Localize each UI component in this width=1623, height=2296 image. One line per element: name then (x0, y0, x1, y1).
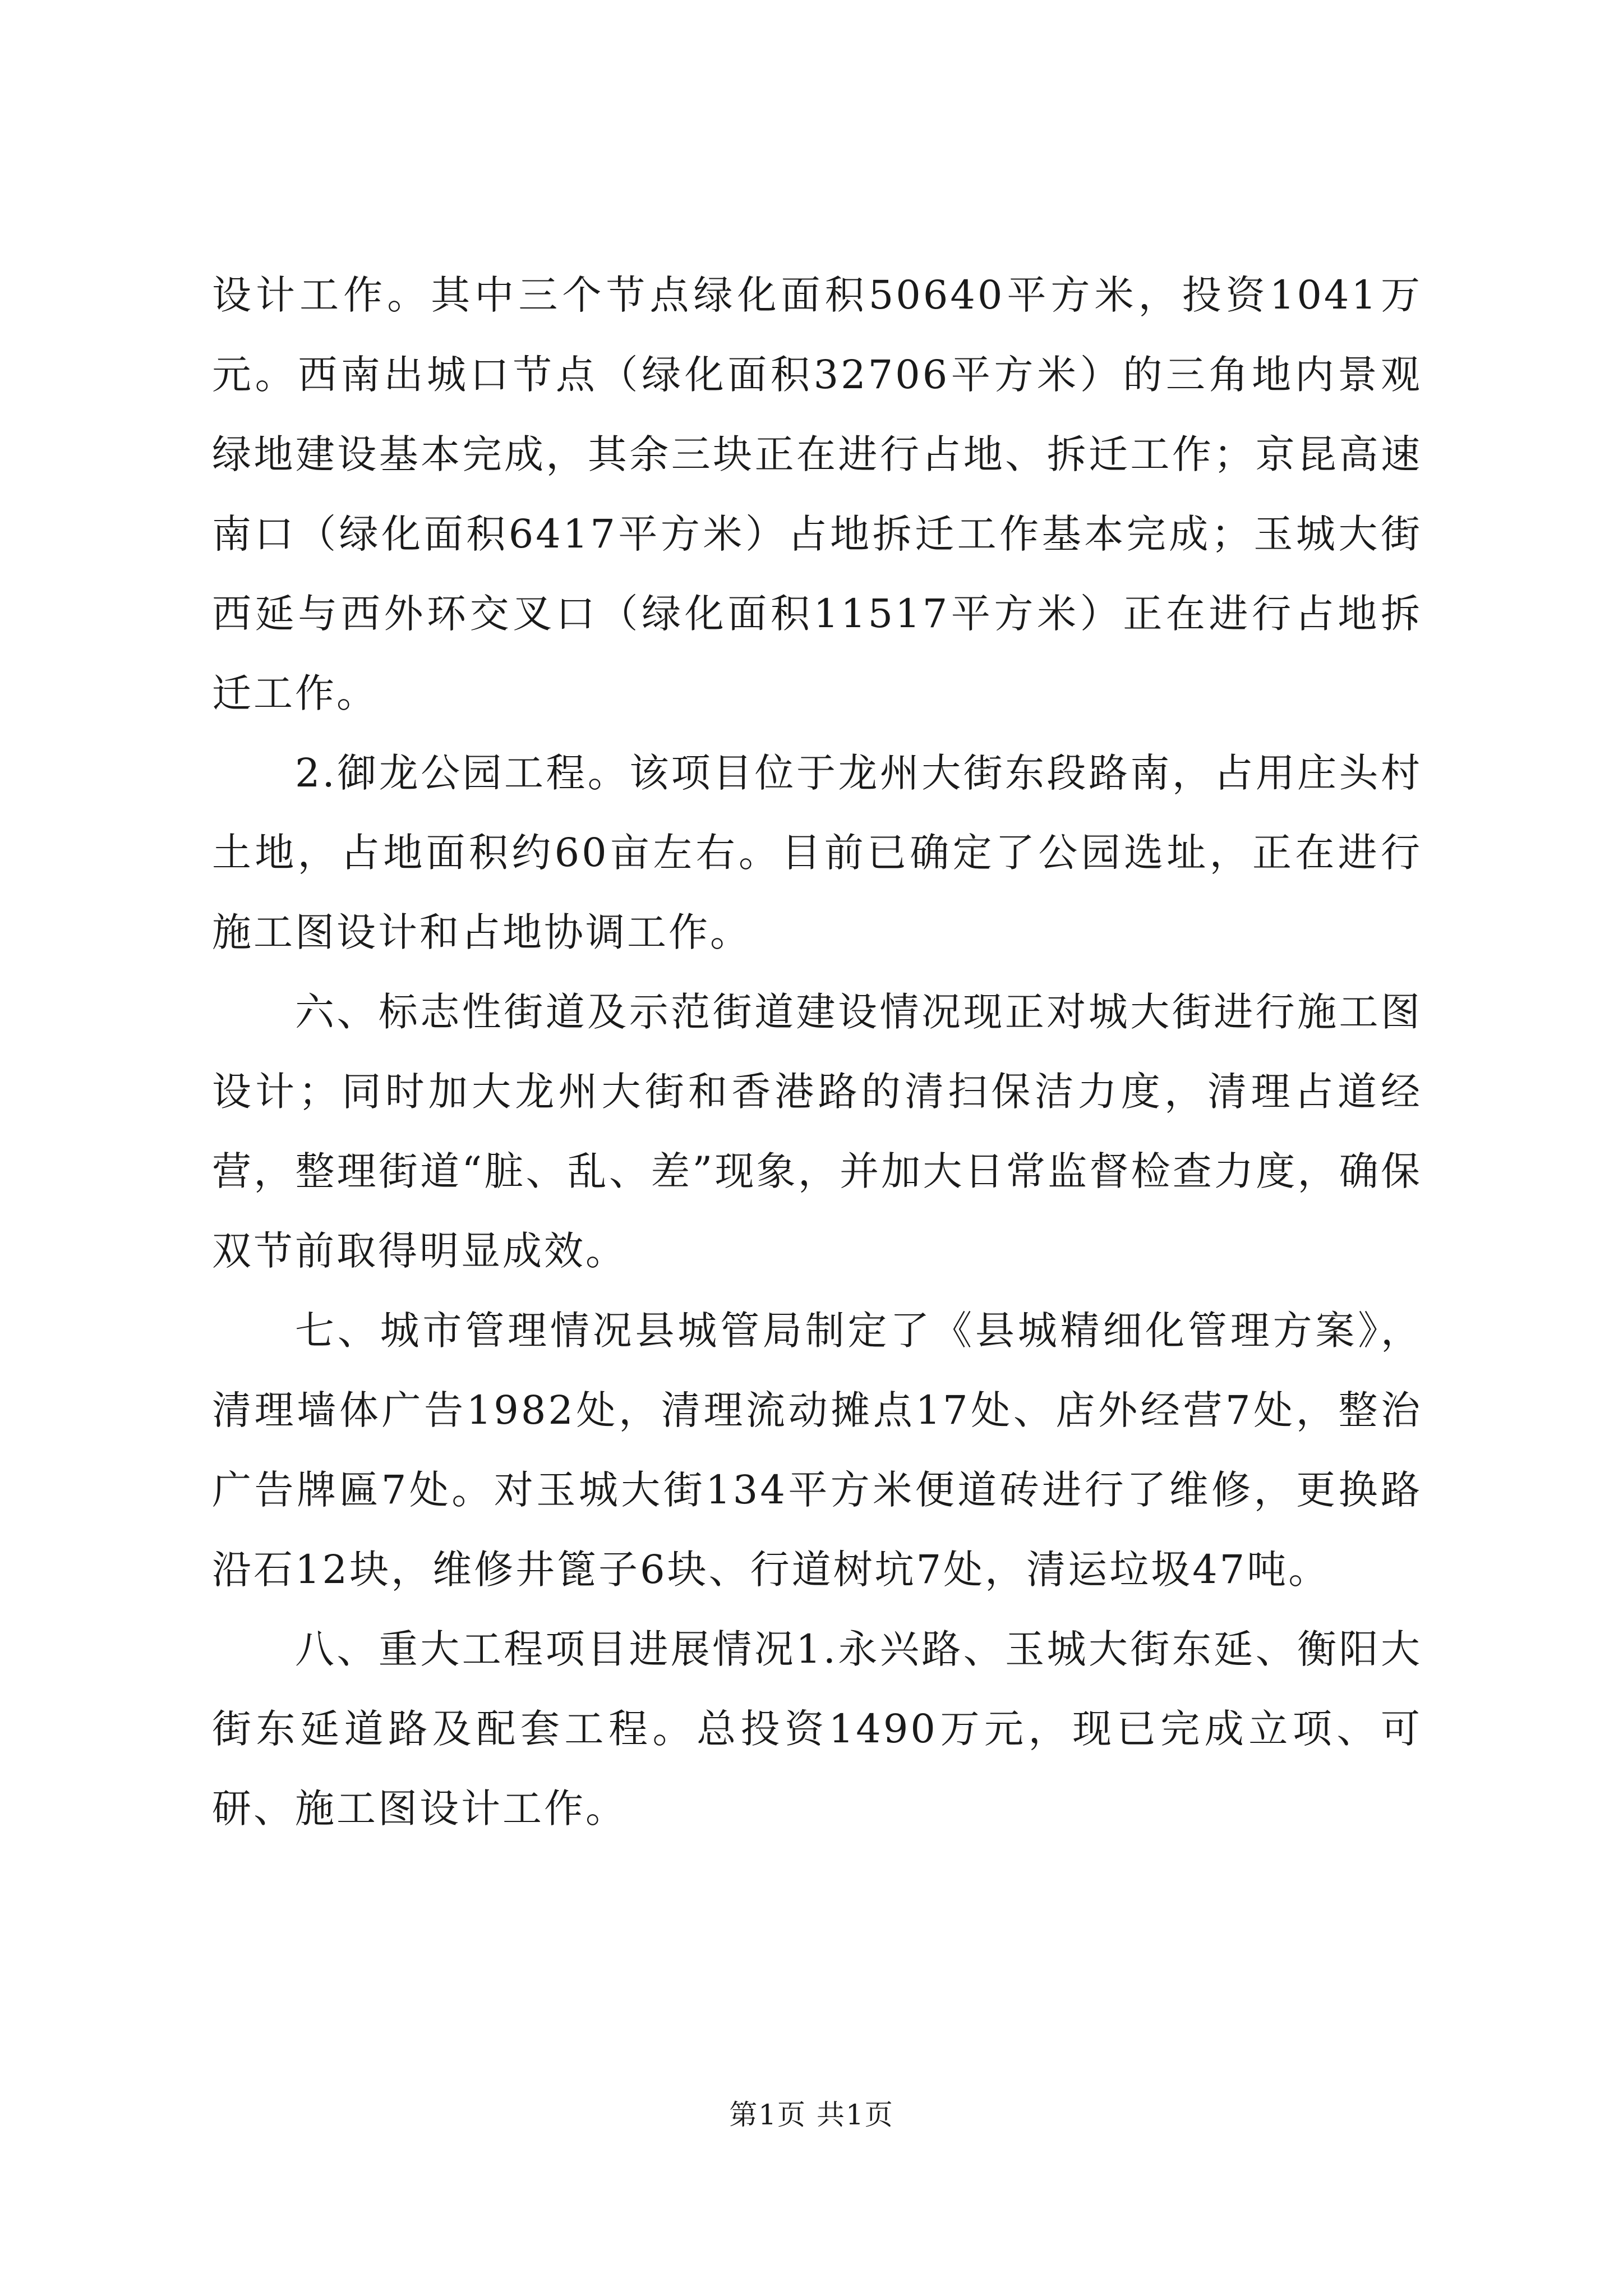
paragraph-continuation: 设计工作。其中三个节点绿化面积50640平方米，投资1041万元。西南出城口节点（绿化面积32706平方米）的三角地内景观绿地建设基本完成，其余三块正在进行占地、拆迁工作；京昆高速南口（绿化面积6417平方米）占地拆迁工作基本完成；玉城大街西延与西外环交叉口（绿化面积11517平方米）正在进行占地拆迁工作。 (212, 272, 1422, 716)
paragraph-yulong-park: 2.御龙公园工程。该项目位于龙州大街东段路南，占用庄头村土地，占地面积约60亩左右。目前已确定了公园选址，正在进行施工图设计和占地协调工作。 (212, 750, 1422, 955)
paragraph-section-6: 六、标志性街道及示范街道建设情况现正对城大街进行施工图设计；同时加大龙州大街和香港路的清扫保洁力度，清理占道经营，整理街道“脏、乱、差”现象，并加大日常监督检查力度，确保双节前取得明显成效。 (212, 989, 1422, 1274)
document-body (212, 255, 1422, 1848)
page-footer: 第1页 共1页 (729, 2099, 894, 2131)
paragraph-section-8: 八、重大工程项目进展情况1.永兴路、玉城大街东延、衡阳大街东延道路及配套工程。总投资1490万元，现已完成立项、可研、施工图设计工作。 (212, 1626, 1422, 1832)
paragraph-section-7: 七、城市管理情况县城管局制定了《县城精细化管理方案》，清理墙体广告1982处，清理流动摊点17处、店外经营7处，整治广告牌匾7处。对玉城大街134平方米便道砖进行了维修，更换路沿石12块，维修井篦子6块、行道树坑7处，清运垃圾47吨。 (212, 1308, 1422, 1593)
